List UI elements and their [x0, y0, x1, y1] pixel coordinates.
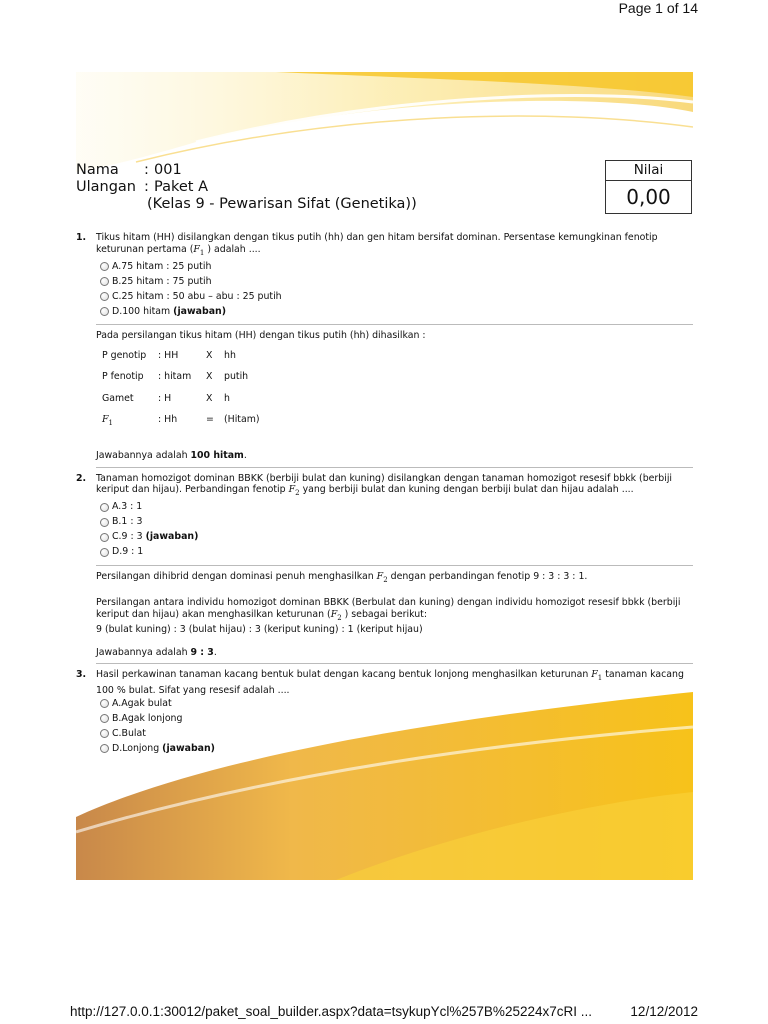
question-number: 3.: [76, 669, 87, 681]
divider: [96, 663, 693, 664]
question-1: [76, 232, 693, 319]
score-value: 0,00: [626, 185, 671, 209]
ulangan-value: Paket A: [154, 179, 208, 195]
radio-button[interactable]: [100, 729, 109, 738]
f1-symbol: $F_1$: [591, 669, 603, 683]
option-c[interactable]: [96, 530, 693, 545]
option-label: B.1 : 3: [112, 516, 143, 528]
f2-symbol: $F_2$: [288, 484, 300, 497]
footer-date: 12/12/2012: [630, 1004, 698, 1019]
explanation-intro: Pada persilangan tikus hitam (HH) dengan tikus putih (hh) dihasilkan :: [96, 330, 426, 342]
f2-symbol: $F_2$: [376, 570, 388, 584]
option-label: A.75 hitam : 25 putih: [112, 260, 212, 272]
option-label: D.9 : 1: [112, 546, 144, 558]
nama-value: 001: [154, 162, 182, 178]
radio-button[interactable]: [100, 307, 109, 316]
option-b[interactable]: [96, 274, 693, 289]
ulangan-row: Ulangan : Paket A: [76, 179, 208, 195]
option-d[interactable]: [96, 741, 693, 756]
option-label: C.25 hitam : 50 abu – abu : 25 putih: [112, 290, 282, 302]
exam-subtitle: (Kelas 9 - Pewarisan Sifat (Genetika)): [147, 196, 417, 212]
divider: [96, 467, 693, 468]
explanation-line: Persilangan dihibrid dengan dominasi penuh menghasilkan $F_2$ dengan perbandingan fenotip 9 : 3 : 3 : 1.: [96, 570, 588, 584]
option-b[interactable]: [96, 711, 693, 726]
cross-table: P genotip : HH X hh P fenotip : hitam X putih Gamet : H X h $F_1$ : Hh = (Hitam): [102, 350, 693, 430]
question-number: 2.: [76, 472, 87, 484]
explanation-line: Persilangan antara individu homozigot dominan BBKK (Berbulat dan kuning) dengan individu homozigot resesif bbkk (berbiji keriput dan hijau) akan menghasilkan keturunan ($F_2$ ) sebagai berikut:: [96, 597, 681, 622]
student-identity: [76, 162, 417, 213]
question-text: Tanaman homozigot dominan BBKK (berbiji bulat dan kuning) disilangkan dengan tanaman homozigot resesif bbkk (berbiji keriput dan hijau). Perbandingan fenotip $F_2$ yang berbiji bulat dan kuning dengan berbiji bulat dan hijau adalah ....: [96, 472, 673, 497]
option-b[interactable]: [96, 515, 693, 530]
f2-symbol: $F_2$: [330, 608, 342, 622]
answer-tag: (jawaban): [173, 305, 226, 317]
explanation-conclusion: Jawabannya adalah 100 hitam.: [96, 449, 247, 461]
f1-symbol: $F_1$: [102, 414, 113, 428]
option-a[interactable]: [96, 259, 693, 274]
explanation-ratio: 9 (bulat kuning) : 3 (bulat hijau) : 3 (keriput kuning) : 1 (keriput hijau): [96, 624, 423, 636]
option-label: B.25 hitam : 75 putih: [112, 275, 212, 287]
explanation-1: [76, 330, 693, 461]
option-label: C.9 : 3: [112, 531, 143, 543]
option-label: B.Agak lonjong: [112, 713, 183, 725]
option-d[interactable]: [96, 304, 693, 319]
option-a[interactable]: [96, 696, 693, 711]
radio-button[interactable]: [100, 518, 109, 527]
radio-button[interactable]: [100, 292, 109, 301]
divider: [96, 565, 693, 566]
option-label: D.Lonjong: [112, 743, 160, 755]
score-label: Nilai: [606, 161, 691, 181]
radio-button[interactable]: [100, 548, 109, 557]
radio-button[interactable]: [100, 714, 109, 723]
nama-label: Nama: [76, 162, 119, 178]
f1-symbol: $F_1$: [193, 243, 205, 257]
radio-button[interactable]: [100, 503, 109, 512]
score-box: [605, 160, 692, 214]
option-label: C.Bulat: [112, 728, 146, 740]
answer-tag: (jawaban): [162, 743, 215, 755]
divider: [96, 324, 693, 325]
radio-button[interactable]: [100, 533, 109, 542]
option-a[interactable]: [96, 500, 693, 515]
question-text: Tikus hitam (HH) disilangkan dengan tikus putih (hh) dan gen hitam bersifat dominan. Persentase kemungkinan fenotip keturunan pertama ($F_1$ ) adalah ....: [96, 232, 658, 257]
option-label: A.Agak bulat: [112, 698, 172, 710]
radio-button[interactable]: [100, 262, 109, 271]
option-c[interactable]: [96, 289, 693, 304]
radio-button[interactable]: [100, 277, 109, 286]
explanation-2: [76, 571, 693, 659]
option-c[interactable]: [96, 726, 693, 741]
radio-button[interactable]: [100, 744, 109, 753]
question-number: 1.: [76, 232, 87, 243]
page-footer: [70, 1004, 698, 1019]
nama-row: Nama : 001: [76, 162, 182, 178]
radio-button[interactable]: [100, 699, 109, 708]
ulangan-label: Ulangan: [76, 179, 136, 195]
page-number: Page 1 of 14: [618, 0, 698, 16]
question-text: Hasil perkawinan tanaman kacang bentuk bulat dengan kacang bentuk lonjong menghasilkan keturunan $F_1$ tanaman kacang 100 % bulat. Sifat yang resesif adalah ....: [96, 669, 684, 696]
question-3: [76, 669, 693, 756]
exam-sheet: [76, 72, 693, 880]
answer-tag: (jawaban): [145, 531, 199, 543]
question-2: [76, 473, 693, 560]
explanation-conclusion: Jawabannya adalah 9 : 3.: [96, 646, 217, 658]
option-label: A.3 : 1: [112, 501, 143, 513]
option-label: D.100 hitam: [112, 305, 171, 317]
question-list: [76, 232, 693, 756]
footer-url: http://127.0.0.1:30012/paket_soal_builder.aspx?data=tsykupYcl%257B%25224x7cRI ...: [70, 1004, 592, 1019]
option-d[interactable]: [96, 545, 693, 560]
